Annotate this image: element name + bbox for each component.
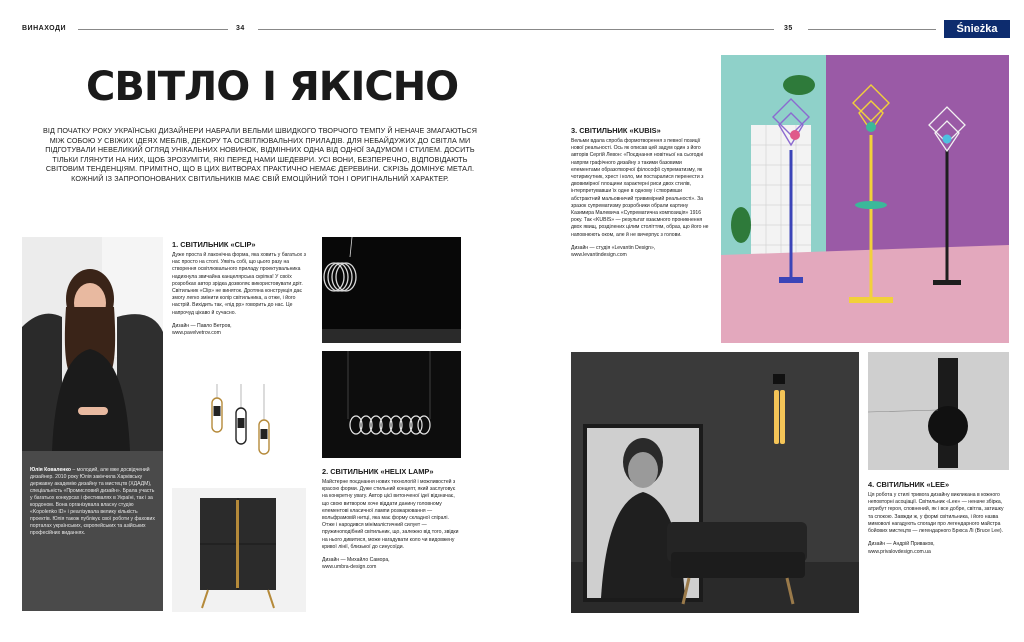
designer-name: Юлія Коваленко: [30, 467, 71, 473]
intro-text: ВІД ПОЧАТКУ РОКУ УКРАЇНСЬКІ ДИЗАЙНЕРИ НАБРАЛИ ВЕЛЬМИ ШВИДКОГО ТВОРЧОГО ТЕМПУ Й НЕНАЧЕ ЗМАГАЮТЬСЯ МІЖ СОБОЮ У СВІЖИХ ІДЕЯХ МЕБЛІВ, ДЕКОРУ ТА ОСВІТЛЮВАЛЬНИХ ПРИЛАДІВ. ДЛЯ НЕБАЙДУЖИХ ДО СВІТЛА МИ ПІДГОТУВАЛИ НЕВЕЛИКИЙ ОГЛЯД УНІКАЛЬНИХ НОВИНОК, ВІДМІННИХ ОДНА ВІД ОДНОЇ ЗАДУМОМ І СТИЛЕМ. ДОСИТЬ ТІЛЬКИ ГЛЯНУТИ НА НИХ, ЩОБ ЗРОЗУМІТИ, ЯКІ ПЕРЕД НАМИ ШЕДЕВРИ. УСІ ВОНИ, БЕЗПЕРЕЧНО, ВІДПОВІДАЮТЬ СВІТОВИМ ТЕНДЕНЦІЯМ. ПРИМІТНО, ЩО В ЦИХ ВИТВОРАХ ПРАКТИЧНО НЕМАЄ ДЕРЕВИНИ. СКРІЗЬ ДОМІНУЄ МЕТАЛ. КОЖНИЙ ІЗ ЗАПРОПОНОВАНИХ СВІТИЛЬНИКІВ МАЄ СВІЙ ЕМОЦІЙНИЙ ТОН І ОРИГІНАЛЬНИЙ ХАРАКТЕР.: [43, 126, 477, 183]
section-clip-title: 1. СВІТИЛЬНИК «CLIP»: [172, 240, 256, 249]
section-helix-text: Майстерне поєднання нових технологій і можливостей з красою форми. Дуже стильний концепт, який заслуговує на конкретну увагу. Автор цієї витонченої ідеї відзначає, що свою витвором хоче віддати данину головному елементові класичної лампи розжарювання — вольфрамовій нитці, яка має форму складної спіралі. Отже і народився мінімалістичний силует — пружиноподібний світильник, що, залежно від того, звідки на нього дивитися, може нагадувати коло чи видовжену кривої лінії, близької до синусоїди.: [322, 479, 459, 550]
section-helix-credit: Дизайн — Михайло Самора,: [322, 557, 390, 564]
section-kubis-title: 3. СВІТИЛЬНИК «KUBIS»: [571, 126, 661, 135]
section-lee-text: Ця робота у стилі тривога дизайну викликана в кожного неповторні асоціації. Світильник «Lee» — неначе збірка, атрибут героя, сповнений, як і все добре, світла, затишку та спокою. Завжди ж, у формі світильника, і його назва мимоволі нагадують спогади про легендарного майстра бойових мистецтв — легендарного Брюса Лі (Bruce Lee).: [868, 492, 1004, 535]
designer-portrait: [22, 237, 163, 451]
section-lee-title: 4. СВІТИЛЬНИК «LEE»: [868, 480, 950, 489]
cabinet-photo: [172, 488, 306, 612]
helix-lamp-photo-2: [322, 351, 461, 458]
section-clip-text: Дуже проста й лаконічна форма, яка ховить у багатьох з нас просто на столі. Уявіть собі, що цього разу на створення освітлювального приладу проектувальника надихнула звичайна канцелярська скріпка! У своїх розробках автор зрідка дозволяє використовувати дріт. Світильник «Clip» не виняток. Дротяна конструкція дає змогу легко змінити колір світильника, а отже, і його настрій. Вихідить так, «під рр» говорить до нас. Це напрочуд цікаво й сучасно.: [172, 252, 306, 316]
section-kubis-credit: Дизайн — студія «Levantin Design»,: [571, 244, 656, 251]
section-helix-url[interactable]: www.umbra-design.com: [322, 564, 377, 571]
kubis-lamps-photo: [721, 55, 1009, 343]
section-lee-credit: Дизайн — Андрій Приваков,: [868, 541, 935, 548]
header-rule-left: [78, 29, 228, 30]
section-lee: [868, 480, 1009, 556]
section-helix: [322, 467, 462, 572]
section-kubis-url[interactable]: www.levantindesign.com: [571, 252, 627, 259]
header-rule-center: [258, 29, 774, 30]
page-title: СВІТЛО І ЯКІСНО: [86, 64, 459, 110]
section-clip: [172, 240, 306, 338]
lee-detail-photo: [868, 352, 1009, 470]
clip-lamps-photo: [172, 384, 306, 480]
section-kubis: [571, 126, 709, 260]
section-clip-credit: Дизайн — Павло Ветров,: [172, 322, 232, 329]
brand-logo: Śnieżka: [944, 20, 1010, 38]
designer-caption: [22, 451, 163, 611]
section-clip-url[interactable]: www.pavelvetrov.com: [172, 330, 221, 337]
designer-bio: – молодий, але вже досвідчений дизайнер. 2010 року Юлія закінчила Харківську державну академію дизайну та мистецтв (ХДАДМ), спеціальність «Промисловий дизайн». Брала участь у багатьох конкурсах і фестивалях в Україні, так і за кордоном. Вона організувала власну студію «Kopolenko ID» і реалізувала велику кількість проектів. Юлія також публікує свої роботи у фахових порталах українських, європейських та азійських професійних виданнях.: [30, 467, 155, 536]
section-helix-title: 2. СВІТИЛЬНИК «HELIX LAMP»: [322, 467, 434, 476]
page-number-right: 35: [784, 25, 793, 32]
helix-lamp-photo-1: [322, 237, 461, 343]
section-lee-url[interactable]: www.privalovdesign.com.ua: [868, 548, 931, 555]
section-label: ВИНАХОДИ: [22, 25, 67, 32]
page-number-left: 34: [236, 25, 245, 32]
lee-interior-photo: [571, 352, 859, 613]
section-kubis-text: Вельми вдала спроба формотворення з певної позиції нової реальності. Ось як описав цей задум один з його авторів Сергій Левон: «Поєднання новітньої на сьогодні напрям графічного дизайну з такими базовими елементами образотворчої філософії супрематизму, як чотирикутник, хрест і коло, ми постаралися перенести з двовимірної площини характерні риси двох стилів, інтерпретувавши їх одне в одному і створивши абстрактний мальовничий тривимірний реальності». За зразок супрематизму розробники обрали картину Казимира Малевича «Супрематична композиція» 1916 року. Так «KUBIS» — результат взаємного проникнення двох явищ, розділених цілим століттям, образ, що його не наповнюють оком, але й не вичерпує з голови.: [571, 138, 709, 238]
header-rule-right: [808, 29, 936, 30]
